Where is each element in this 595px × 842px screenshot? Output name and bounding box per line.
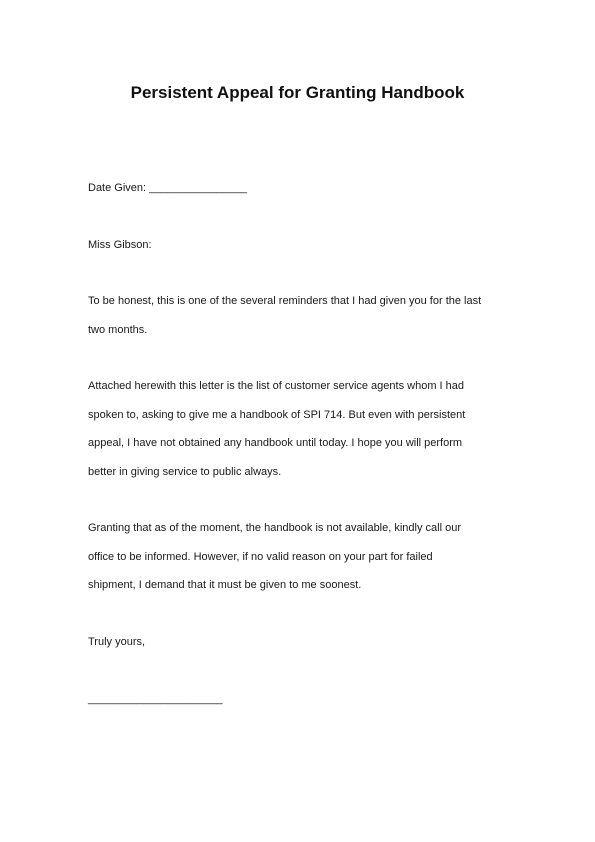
signature-line: ______________________ xyxy=(88,693,223,705)
paragraph-line: two months. xyxy=(88,324,148,336)
paragraph-line: better in giving service to public always. xyxy=(88,466,282,478)
date-given-line: Date Given: ________________ xyxy=(88,182,248,194)
paragraph-line: appeal, I have not obtained any handbook until today. I hope you will perform xyxy=(88,437,463,449)
paragraph-line: To be honest, this is one of the several reminders that I had given you for the last xyxy=(88,295,482,307)
paragraph-line: shipment, I demand that it must be given to me soonest. xyxy=(88,579,362,591)
document-title: Persistent Appeal for Granting Handbook xyxy=(130,83,465,102)
closing: Truly yours, xyxy=(88,636,146,648)
paragraph-line: Attached herewith this letter is the list of customer service agents whom I had xyxy=(88,380,465,392)
paragraph-line: office to be informed. However, if no valid reason on your part for failed xyxy=(88,551,433,563)
salutation: Miss Gibson: xyxy=(88,239,152,251)
paragraph-line: Granting that as of the moment, the handbook is not available, kindly call our xyxy=(88,522,461,534)
paragraph-line: spoken to, asking to give me a handbook of SPI 714. But even with persistent xyxy=(88,409,466,421)
